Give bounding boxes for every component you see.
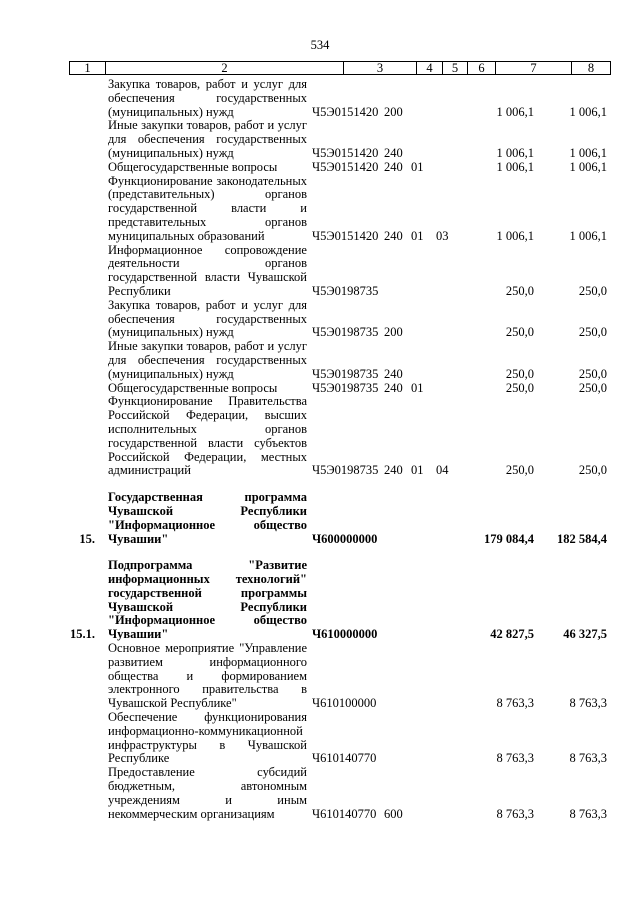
table-header [69, 61, 611, 75]
row-code: Ч610000000 [312, 627, 378, 642]
row-amount-year1: 1 006,1 [496, 159, 534, 174]
row-section [409, 78, 433, 119]
table-body [70, 78, 611, 821]
row-subsection: 04 [436, 463, 449, 478]
row-subsection [433, 491, 463, 546]
row-amount-year1: 250,0 [505, 380, 534, 395]
row-amount-year2: 250,0 [578, 325, 607, 340]
header-col-2: 2 [106, 62, 344, 74]
row-expense-type: 240 [384, 380, 403, 395]
row-amount-year1: 1 006,1 [496, 104, 534, 119]
row-code: Ч600000000 [312, 531, 378, 546]
header-col-7: 7 [496, 62, 572, 74]
row-number [70, 119, 105, 160]
row-section [409, 119, 433, 160]
row-amount-year1: 1 006,1 [496, 145, 534, 160]
row-subsection [433, 559, 463, 642]
row-code: Ч5Э0151420 [312, 159, 379, 174]
row-text: Функционирование законодательных (представительных) органов государственной власти и представительных органов муниципальных образований [108, 173, 307, 243]
row-expense-type: 240 [384, 159, 403, 174]
table-row [70, 78, 611, 119]
row-amount-year1: 250,0 [505, 366, 534, 381]
row-number [70, 299, 105, 340]
header-col-6: 6 [468, 62, 496, 74]
row-number [70, 766, 105, 821]
row-section [409, 642, 433, 711]
row-amount-year2: 250,0 [578, 366, 607, 381]
row-subsection [433, 711, 463, 766]
row-section [409, 766, 433, 821]
table-row [70, 244, 611, 299]
table-row [70, 299, 611, 340]
row-amount-year2: 250,0 [578, 380, 607, 395]
row-amount-year2: 1 006,1 [569, 104, 607, 119]
row-number [70, 244, 105, 299]
row-amount-year1: 250,0 [505, 463, 534, 478]
row-amount-year2: 8 763,3 [569, 751, 607, 766]
row-code: Ч610140770 [312, 806, 377, 821]
row-section: 01 [411, 159, 424, 174]
header-col-5: 5 [443, 62, 468, 74]
row-number [70, 175, 105, 244]
header-col-3: 3 [344, 62, 417, 74]
row-number [70, 161, 105, 175]
row-code: Ч610100000 [312, 696, 377, 711]
row-amount-year2: 1 006,1 [569, 159, 607, 174]
row-code: Ч5Э0198735 [312, 283, 379, 298]
table-row [70, 642, 611, 711]
row-amount-year2: 182 584,4 [557, 531, 607, 546]
row-expense-type: 200 [384, 325, 403, 340]
row-expense-type: 200 [384, 104, 403, 119]
row-number [70, 340, 105, 381]
table-row [70, 395, 611, 478]
row-subsection [433, 78, 463, 119]
row-subsection [433, 382, 463, 396]
row-code: Ч5Э0198735 [312, 380, 379, 395]
table-row [70, 175, 611, 244]
row-subsection [433, 161, 463, 175]
row-amount-year1: 8 763,3 [496, 696, 534, 711]
row-section: 01 [411, 380, 424, 395]
row-amount-year1: 42 827,5 [490, 627, 534, 642]
row-amount-year1: 250,0 [505, 325, 534, 340]
row-number [70, 382, 105, 396]
row-expense-type [381, 642, 409, 711]
row-amount-year1: 8 763,3 [496, 806, 534, 821]
row-expense-type: 600 [384, 806, 403, 821]
row-section [409, 340, 433, 381]
table-row [70, 161, 611, 175]
row-number [70, 395, 105, 478]
row-subsection [433, 642, 463, 711]
row-amount-year2: 250,0 [578, 463, 607, 478]
row-expense-type: 240 [384, 145, 403, 160]
row-number [70, 711, 105, 766]
row-amount-year2: 250,0 [578, 283, 607, 298]
row-amount-year1: 8 763,3 [496, 751, 534, 766]
row-section: 01 [411, 228, 424, 243]
row-code: Ч5Э0151420 [312, 104, 379, 119]
table-row [70, 559, 611, 642]
row-subsection: 03 [436, 228, 449, 243]
row-text: Обеспечение функционирования информационно-коммуникационной инфраструктуры в Чувашской Республике [108, 710, 307, 766]
table-row [70, 711, 611, 766]
row-text: Иные закупки товаров, работ и услуг для обеспечения государственных (муниципальных) нужд [108, 118, 307, 160]
header-col-4: 4 [417, 62, 443, 74]
row-expense-type [381, 711, 409, 766]
row-text: Иные закупки товаров, работ и услуг для обеспечения государственных (муниципальных) нужд [108, 339, 307, 381]
table-row [70, 340, 611, 381]
row-number [70, 78, 105, 119]
row-expense-type [381, 559, 409, 642]
row-expense-type: 240 [384, 228, 403, 243]
row-number [70, 642, 105, 711]
row-text: Предоставление субсидий бюджетным, автономным учреждениям и иным некоммерческим организациям [108, 765, 307, 821]
row-amount-year1: 179 084,4 [484, 531, 534, 546]
row-code: Ч5Э0198735 [312, 366, 379, 381]
table-row [70, 119, 611, 160]
row-section [409, 711, 433, 766]
row-section [409, 299, 433, 340]
header-col-1: 1 [70, 62, 106, 74]
row-section: 01 [411, 463, 424, 478]
row-subsection [433, 299, 463, 340]
row-expense-type [381, 244, 409, 299]
row-section [409, 559, 433, 642]
row-subsection [433, 766, 463, 821]
row-text: Информационное сопровождение деятельности органов государственной власти Чувашской Республики [108, 242, 307, 298]
table-row [70, 382, 611, 396]
row-code: Ч5Э0198735 [312, 325, 379, 340]
row-text: Государственная программа Чувашской Республики "Информационное общество Чувашии" [108, 490, 307, 546]
table-row [70, 766, 611, 821]
row-section [409, 491, 433, 546]
table-row [70, 491, 611, 546]
row-number: 15. [79, 531, 95, 546]
row-text: Общегосударственные вопросы [108, 380, 278, 395]
row-text: Закупка товаров, работ и услуг для обеспечения государственных (муниципальных) нужд [108, 77, 307, 119]
page-number: 534 [310, 38, 330, 52]
row-subsection [433, 244, 463, 299]
row-text: Функционирование Правительства Российской Федерации, высших исполнительных органов государственной власти субъектов Российской Федерации, местных администраций [108, 394, 307, 478]
row-subsection [433, 340, 463, 381]
row-number: 15.1. [70, 627, 95, 642]
row-expense-type: 240 [384, 463, 403, 478]
row-text: Закупка товаров, работ и услуг для обеспечения государственных (муниципальных) нужд [108, 297, 307, 340]
row-expense-type [381, 491, 409, 546]
row-code: Ч610140770 [312, 751, 377, 766]
row-code: Ч5Э0198735 [312, 463, 379, 478]
row-text: Подпрограмма "Развитие информационных технологий" государственной программы Чувашской Республики "Информационное общество Чувашии" [108, 558, 307, 642]
row-amount-year1: 1 006,1 [496, 228, 534, 243]
row-text: Общегосударственные вопросы [108, 159, 278, 174]
row-amount-year2: 8 763,3 [569, 696, 607, 711]
row-section [409, 244, 433, 299]
header-col-8: 8 [587, 61, 595, 75]
budget-table [70, 78, 611, 821]
row-amount-year2: 1 006,1 [569, 145, 607, 160]
row-amount-year2: 1 006,1 [569, 228, 607, 243]
row-code: Ч5Э0151420 [312, 228, 379, 243]
row-amount-year2: 46 327,5 [563, 627, 607, 642]
row-text: Основное мероприятие "Управление развитием информационного общества и формированием электронного правительства в Чувашской Республике" [108, 641, 307, 711]
row-subsection [433, 119, 463, 160]
row-amount-year2: 8 763,3 [569, 806, 607, 821]
row-code: Ч5Э0151420 [312, 145, 379, 160]
row-expense-type: 240 [384, 366, 403, 381]
row-amount-year1: 250,0 [505, 283, 534, 298]
